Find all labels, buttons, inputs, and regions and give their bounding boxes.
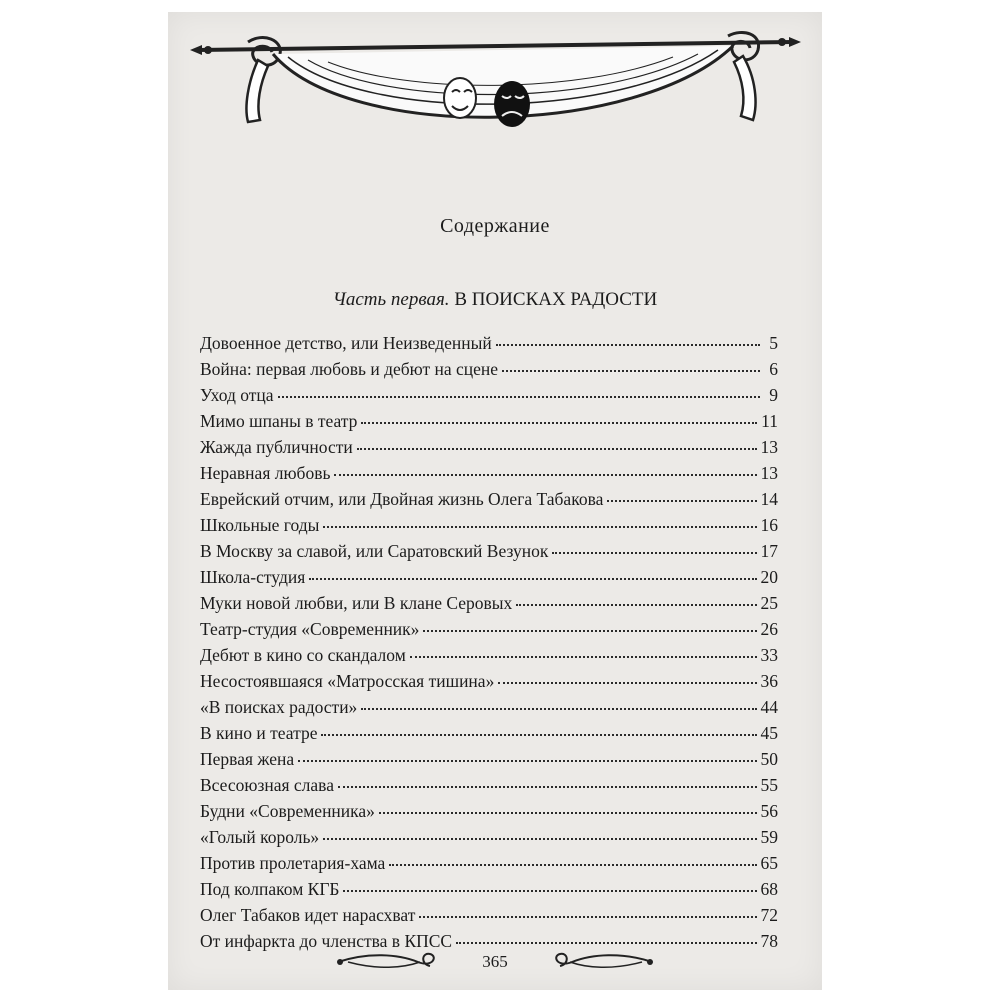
dot-leader bbox=[343, 890, 756, 892]
toc-entry[interactable] bbox=[200, 590, 778, 616]
dot-leader bbox=[321, 734, 756, 736]
toc-entry[interactable] bbox=[200, 824, 778, 850]
dot-leader bbox=[419, 916, 756, 918]
toc-entry[interactable] bbox=[200, 434, 778, 460]
dot-leader bbox=[502, 370, 760, 372]
dot-leader bbox=[496, 344, 760, 346]
toc-entry[interactable] bbox=[200, 538, 778, 564]
dot-leader bbox=[423, 630, 756, 632]
toc-entry-title: Первая жена bbox=[200, 749, 295, 769]
toc-entry-page: 50 bbox=[760, 749, 778, 769]
toc-entry[interactable] bbox=[200, 694, 778, 720]
toc-entry[interactable] bbox=[200, 876, 778, 902]
dot-leader bbox=[516, 604, 756, 606]
toc-entry-page: 78 bbox=[760, 931, 778, 951]
toc-entry-title: От инфаркта до членства в КПСС bbox=[200, 931, 453, 951]
theatre-curtain-masks-icon bbox=[168, 12, 822, 162]
dot-leader bbox=[361, 708, 756, 710]
dot-leader bbox=[338, 786, 757, 788]
toc-entry-page: 68 bbox=[760, 879, 778, 899]
toc-entry-title: Война: первая любовь и дебют на сцене bbox=[200, 359, 499, 379]
toc-entry[interactable] bbox=[200, 486, 778, 512]
toc-entry-title: Жажда публичности bbox=[200, 437, 353, 457]
toc-entry-page: 55 bbox=[760, 775, 778, 795]
dot-leader bbox=[298, 760, 756, 762]
dot-leader bbox=[334, 474, 756, 476]
dot-leader bbox=[361, 422, 757, 424]
toc-entry-title: В кино и театре bbox=[200, 723, 318, 743]
toc-entry[interactable] bbox=[200, 850, 778, 876]
toc-entry-page: 13 bbox=[760, 463, 778, 483]
toc-entry-page: 16 bbox=[760, 515, 778, 535]
toc-entry-page: 9 bbox=[769, 385, 778, 405]
dot-leader bbox=[498, 682, 756, 684]
toc-entry-title: Уход отца bbox=[200, 385, 274, 405]
toc-entry[interactable] bbox=[200, 668, 778, 694]
toc-entry-title: Школа-студия bbox=[200, 567, 306, 587]
toc-entry-title: Довоенное детство, или Неизведенный bbox=[200, 333, 492, 353]
toc-entry-title: Театр-студия «Современник» bbox=[200, 619, 420, 639]
dot-leader bbox=[323, 526, 756, 528]
dot-leader bbox=[607, 500, 756, 502]
toc-entry-title: Олег Табаков идет нарасхват bbox=[200, 905, 416, 925]
dot-leader bbox=[278, 396, 760, 398]
toc-entry[interactable] bbox=[200, 356, 778, 382]
toc-entry-title: Школьные годы bbox=[200, 515, 320, 535]
toc-entry[interactable] bbox=[200, 564, 778, 590]
toc-entry-page: 26 bbox=[760, 619, 778, 639]
dot-leader bbox=[379, 812, 757, 814]
toc-entry-page: 5 bbox=[769, 333, 778, 353]
toc-entry-page: 6 bbox=[769, 359, 778, 379]
toc-entry-title: Под колпаком КГБ bbox=[200, 879, 340, 899]
toc-entry-title: «Голый король» bbox=[200, 827, 320, 847]
toc-entry-page: 45 bbox=[760, 723, 778, 743]
toc-entry[interactable] bbox=[200, 746, 778, 772]
dot-leader bbox=[389, 864, 756, 866]
page-number: 365 bbox=[482, 952, 508, 971]
toc-entry-page: 72 bbox=[760, 905, 778, 925]
toc-entry-title: Дебют в кино со скандалом bbox=[200, 645, 406, 665]
dot-leader bbox=[357, 448, 757, 450]
toc-entry-page: 25 bbox=[760, 593, 778, 613]
toc-entry-title: «В поисках радости» bbox=[200, 697, 358, 717]
toc-entry-page: 20 bbox=[760, 567, 778, 587]
toc-entry-page: 33 bbox=[760, 645, 778, 665]
toc-entry[interactable] bbox=[200, 382, 778, 408]
toc-entry-title: Муки новой любви, или В клане Серовых bbox=[200, 593, 513, 613]
toc-entry-title: Всесоюзная слава bbox=[200, 775, 334, 795]
toc-entry[interactable] bbox=[200, 408, 778, 434]
book-page bbox=[168, 12, 822, 990]
toc-entry-title: В Москву за славой, или Саратовский Везунок bbox=[200, 541, 549, 561]
dot-leader bbox=[552, 552, 756, 554]
toc-entry-title: Против пролетария-хама bbox=[200, 853, 386, 873]
toc-entry[interactable] bbox=[200, 772, 778, 798]
part-title: В ПОИСКАХ РАДОСТИ bbox=[454, 289, 658, 310]
table-of-contents bbox=[200, 330, 778, 954]
toc-entry-page: 11 bbox=[761, 411, 778, 431]
toc-entry[interactable] bbox=[200, 616, 778, 642]
toc-entry-page: 59 bbox=[760, 827, 778, 847]
toc-entry-page: 17 bbox=[760, 541, 778, 561]
toc-entry[interactable] bbox=[200, 798, 778, 824]
toc-entry-page: 44 bbox=[760, 697, 778, 717]
part-prefix: Часть первая. bbox=[332, 289, 450, 310]
toc-entry-page: 13 bbox=[760, 437, 778, 457]
toc-entry-page: 65 bbox=[760, 853, 778, 873]
dot-leader bbox=[410, 656, 757, 658]
contents-title: Содержание bbox=[440, 215, 550, 237]
toc-entry-title: Несостоявшаяся «Матросская тишина» bbox=[200, 671, 495, 691]
toc-entry-title: Еврейский отчим, или Двойная жизнь Олега Табакова bbox=[200, 489, 604, 509]
toc-entry[interactable] bbox=[200, 720, 778, 746]
dot-leader bbox=[309, 578, 756, 580]
dot-leader bbox=[323, 838, 756, 840]
toc-entry-title: Будни «Современника» bbox=[200, 801, 375, 821]
part-heading bbox=[168, 289, 822, 311]
toc-entry[interactable] bbox=[200, 642, 778, 668]
toc-entry-title: Мимо шпаны в театр bbox=[200, 411, 358, 431]
toc-entry-title: Неравная любовь bbox=[200, 463, 331, 483]
toc-entry-page: 56 bbox=[760, 801, 778, 821]
toc-entry[interactable] bbox=[200, 330, 778, 356]
toc-entry[interactable] bbox=[200, 902, 778, 928]
toc-entry-page: 36 bbox=[760, 671, 778, 691]
toc-entry[interactable] bbox=[200, 512, 778, 538]
toc-entry[interactable] bbox=[200, 460, 778, 486]
toc-entry-page: 14 bbox=[760, 489, 778, 509]
